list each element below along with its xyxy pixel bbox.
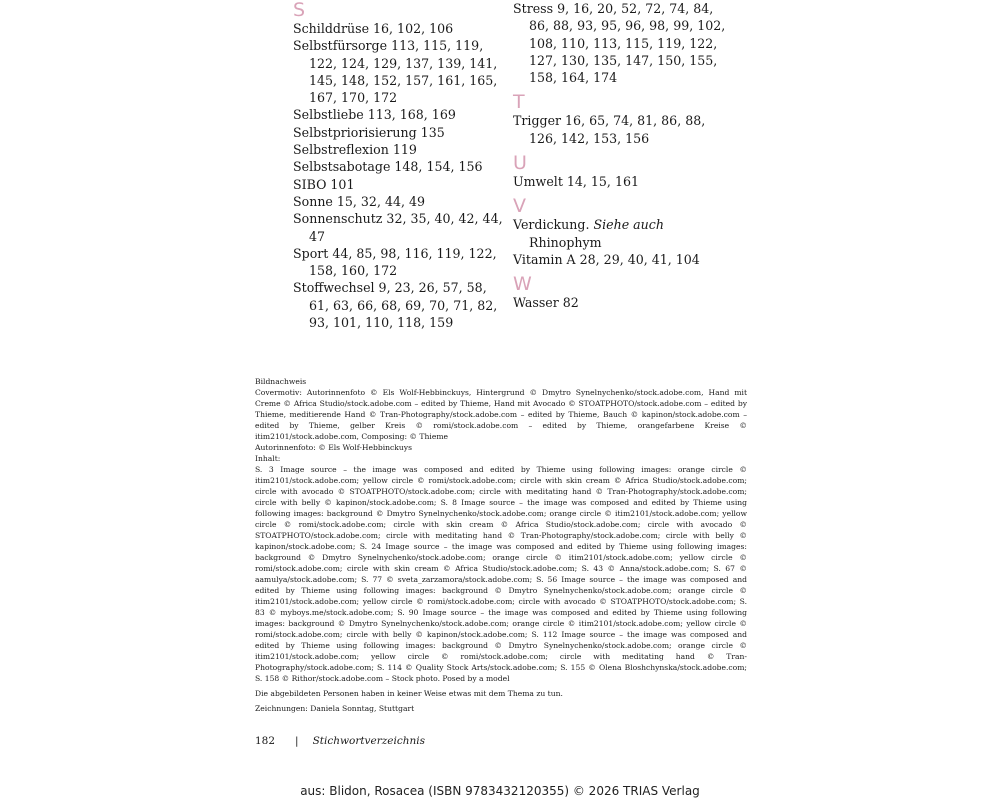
index-entry: Selbstreflexion 119 — [293, 142, 417, 158]
credits-disclaimer: Die abgebildeten Personen haben in keiner Weise etwas mit dem Thema zu tun. — [255, 689, 563, 698]
index-entry: Schilddrüse 16, 102, 106 — [293, 21, 454, 36]
source-line: aus: Blidon, Rosacea (ISBN 9783432120355) © 2026 TRIAS Verlag — [300, 784, 700, 798]
index-entry: Selbstpriorisierung 135 — [293, 124, 445, 140]
index-entry: Wasser 82 — [513, 295, 579, 311]
credits-heading: Bildnachweis — [255, 377, 307, 386]
index-entry: Trigger 16, 65, 74, 81, 86, 88, 126, 142, 153, 156 — [513, 113, 706, 146]
index-entry: Selbstfürsorge 113, 115, 119, 122, 124, 129, 137, 139, 141, 145, 148, 152, 157, 161, 165, 167, 170, 172 — [293, 38, 498, 106]
page-footer — [255, 735, 425, 747]
index-entry: SIBO 101 — [293, 176, 355, 192]
index-letter-heading: S — [293, 0, 306, 21]
index-entry: Stress 9, 16, 20, 52, 72, 74, 84, 86, 88, 93, 95, 96, 98, 99, 102, 108, 110, 113, 115, 119, 122, 127, 130, 135, 147, 150, 155, 158, 164, 174 — [513, 1, 726, 86]
credits-author-photo: Autorinnenfoto: © Els Wolf-Hebbinckuys — [255, 443, 412, 452]
index-entry: Vitamin A 28, 29, 40, 41, 104 — [513, 251, 700, 267]
index-entry: Selbstliebe 113, 168, 169 — [293, 107, 456, 123]
image-credits — [255, 376, 747, 714]
index-letter-heading: W — [513, 273, 532, 296]
index-entry: Sonne 15, 32, 44, 49 — [293, 193, 426, 209]
credits-content: S. 3 Image source – the image was composed and edited by Thieme using following images: orange circle © itim2101/stock.adobe.com; yellow circle © romi/stock.adobe.com; circle with skin cream © Africa Studio/stock.adobe.com; circle with avocado © STOATPHOTO/stock.adobe.com; circle with meditating hand © Tran-Photography/stock.adobe.com; circle with belly © kapinon/stock.adobe.com; S. 8 Image source – the image was composed and edited by Thieme using following images: background © Dmytro Synelnychenko/stock.adobe.com; orange circle © itim2101/stock.adobe.com; yellow circle © romi/stock.adobe.com; circle with skin cream © Africa Studio/stock.adobe.com; circle with avocado © STOATPHOTO/stock.adobe.com; circle with meditating hand © Tran-Photography/stock.adobe.com; circle with belly © kapinon/stock.adobe.com; S. 24 Image source – the image was composed and edited by Thieme using following images: background © Dmytro Synelnychenko/stock.adobe.com; orange circle © itim2101/stock.adobe.com; yellow circle © romi/stock.adobe.com; circle with skin cream © Africa Studio/stock.adobe.com; S. 43 © Anna/stock.adobe.com; S. 67 © aamulya/stock.adobe.com; S. 77 © sveta_zarzamora/stock.adobe.com; S. 56 Image source – the image was composed and edited by Thieme using following images: background © Dmytro Synelnychenko/stock.adobe.com; orange circle © itim2101/stock.adobe.com; yellow circle © romi/stock.adobe.com; circle with avocado © STOATPHOTO/stock.adobe.com; S. 83 © myboys.me/stock.adobe.com; S. 90 Image source – the image was composed and edited by Thieme using following images: background © Dmytro Synelnychenko/stock.adobe.com; orange circle © itim2101/stock.adobe.com; yellow circle © romi/stock.adobe.com; circle with belly © kapinon/stock.adobe.com; S. 112 Image source – the image was composed and edited by Thieme using following images: background © Dmytro Synelnychenko/stock.adobe.com; orange circle © itim2101/stock.adobe.com; yellow circle © romi/stock.adobe.com; circle with meditating hand © Tran-Photography/stock.adobe.com; S. 114 © Quality Stock Arts/stock.adobe.com; S. 155 © Olena Bloshchynska/stock.adobe.com; S. 158 © Rithor/stock.adobe.com – Stock photo. Posed by a model — [255, 465, 747, 683]
section-title: Stichwortverzeichnis — [312, 735, 425, 747]
credits-cover: Covermotiv: Autorinnenfoto © Els Wolf-Hebbinckuys, Hintergrund © Dmytro Synelnychenko/stock.adobe.com, Hand mit Creme © Africa Studio/stock.adobe.com – edited by Thieme, Hand mit Avocado © STOATPHOTO/stock.adobe.com – edited by Thieme, meditierende Hand © Tran-Photography/stock.adobe.com – edited by Thieme, Bauch © kapinon/stock.adobe.com – edited by Thieme, gelber Kreis © romi/stock.adobe.com – edited by Thieme, orangefarbene Kreise © itim2101/stock.adobe.com, Composing: © Thieme — [255, 388, 747, 441]
page-number: 182 — [255, 735, 276, 747]
index-column-right — [513, 0, 728, 312]
credits-content-label: Inhalt: — [255, 454, 281, 463]
index-letter-heading: V — [513, 195, 526, 218]
index-letter-heading: U — [513, 152, 527, 175]
index-entry: Sport 44, 85, 98, 116, 119, 122, 158, 160, 172 — [293, 245, 497, 279]
index-entry: Sonnenschutz 32, 35, 40, 42, 44, 47 — [293, 211, 503, 244]
index-entry: Selbstsabotage 148, 154, 156 — [293, 159, 483, 175]
credits-drawings: Zeichnungen: Daniela Sonntag, Stuttgart — [255, 704, 415, 713]
index-letter-heading: T — [513, 91, 525, 114]
footer-separator: | — [295, 735, 299, 747]
index-column-left — [293, 0, 508, 331]
index-entry: Verdickung. Siehe auch Rhinophym — [513, 217, 664, 250]
index-entry: Umwelt 14, 15, 161 — [513, 174, 639, 190]
index-entry: Stoffwechsel 9, 23, 26, 57, 58, 61, 63, 66, 68, 69, 70, 71, 82, 93, 101, 110, 118, 159 — [293, 280, 498, 331]
